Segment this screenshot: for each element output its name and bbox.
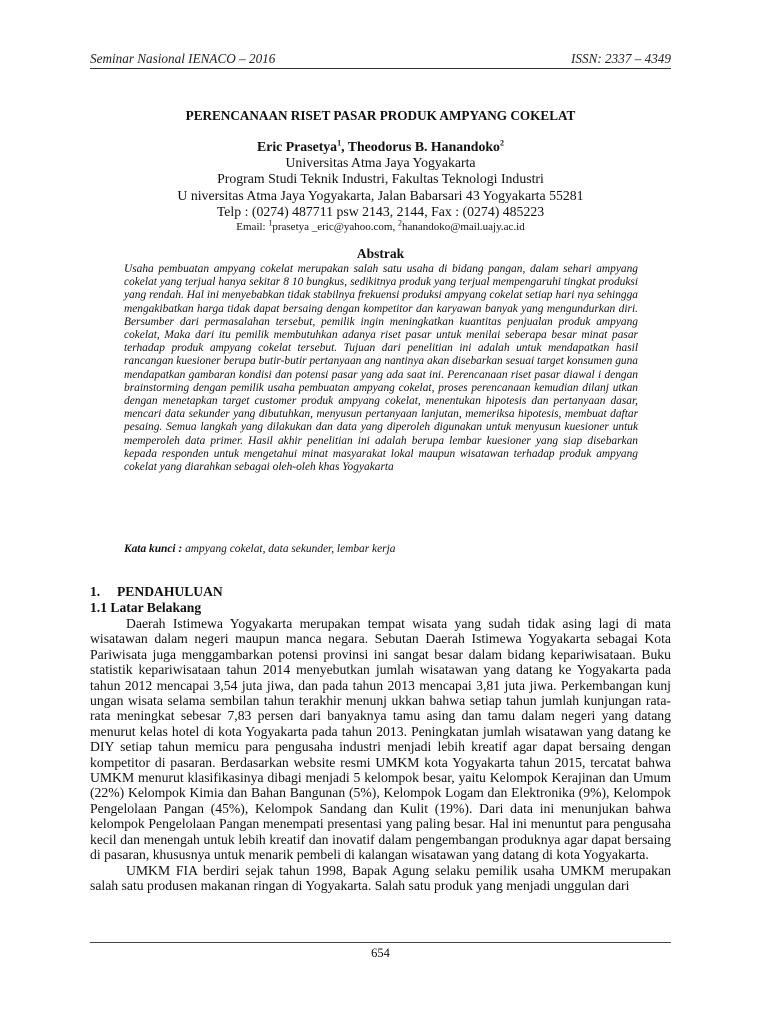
section-heading — [90, 584, 223, 600]
author-1-sup: 1 — [337, 138, 342, 148]
issn: ISSN: 2337 – 4349 — [570, 51, 671, 66]
section-number: 1. — [90, 584, 101, 599]
running-header — [90, 51, 671, 69]
author-emails — [90, 220, 671, 234]
abstract-heading: Abstrak — [356, 246, 405, 261]
author-block — [90, 139, 671, 234]
page-number: 654 — [371, 946, 390, 960]
email-label: Email: — [236, 221, 269, 234]
abstract-text: Usaha pembuatan ampyang cokelat merupakan salah satu usaha di bidang pangan, dalam sehari ampyang cokelat yang terjual hanya sekitar 8 10 bungkus, sedikitnya produk yang terjual mempengaruhi tingkat produksi yang rendah. Hal ini menyebabkan tidak stabilnya frekuensi produksi ampyang cokelat setiap hari nya sehingga mengakibatkan harga tidak dapat bersaing dengan kompetitor dan karyawan banyak yang mengundurkan diri. Bersumber dari permasalahan tersebut, pemilik ingin meningkatkan kuantitas penjualan produk ampyang cokelat, Maka dari itu pemilik membutuhkan adanya riset pasar untuk menilai seberapa besar minat pasar terhadap produk ampyang cokelat tersebut. Tujuan dari penelitian ini adalah untuk mendapatkan hasil rancangan kuesioner berupa butir-butir pertanyaan ang nantinya akan disebarkan sesuai target konsumen guna mendapatkan gambaran kondisi dan potensi pasar yang ada saat ini. Perencanaan riset pasar diawal i dengan brainstorming dengan pemilik usaha pembuatan ampyang cokelat, proses perencanaan kemudian dilanj utkan dengan menetapkan target customer produk ampyang cokelat, menentukan hipotesis dan pertanyaan dasar, mencari data sekunder yang dibutuhkan, menyusun pertanyaan lanjutan, memeriksa hipotesis, membuat daftar pesaing. Semua langkah yang dilakukan dan data yang diperoleh digunakan untuk menyusun kuesioner untuk memperoleh data primer. Hasil akhir penelitian ini adalah berupa lembar kuesioner yang siap disebarkan kepada responden untuk mengetahui minat masyarakat lokal maupun wisatawan terhadap produk ampyang cokelat yang diarahkan sebagai oleh-oleh khas Yogyakarta — [124, 263, 638, 474]
conference-name: Seminar Nasional IENACO – 2016 — [90, 51, 276, 66]
email-1-sup: 1 — [268, 218, 273, 228]
keywords-label: Kata kunci : — [124, 543, 183, 555]
author-names — [90, 139, 671, 155]
affiliation-address: U niversitas Atma Jaya Yogyakarta, Jalan Babarsari 43 Yogyakarta 55281 — [177, 187, 584, 203]
subsection-heading: 1.1 Latar Belakang — [90, 600, 202, 615]
author-separator: , — [341, 139, 348, 154]
affiliation-university: Universitas Atma Jaya Yogyakarta — [285, 155, 476, 171]
author-2-sup: 2 — [499, 138, 504, 148]
email-1: prasetya _eric@yahoo.com, — [272, 221, 398, 234]
section-title: PENDAHULUAN — [117, 584, 223, 599]
paragraph-1: Daerah Istimewa Yogyakarta merupakan tempat wisata yang sudah tidak asing lagi di mata wisatawan dalam negeri maupun manca negara. Sebutan Daerah Istimewa Yogyakarta sebagai Kota Pariwisata juga menggambarkan potensi provinsi ini sangat besar dalam bidang kepariwisataan. Buku statistik kepariwisataan tahun 2014 menyebutkan jumlah wisatawan yang datang ke Yogyakarta pada tahun 2012 mencapai 3,54 juta jiwa, dan pada tahun 2013 mencapai 3,81 juta jiwa. Perkembangan kunj ungan wisata selama sembilan tahun terakhir menunj ukkan bahwa setiap tahun jumlah kunjungan rata-rata meningkat sebesar 7,83 persen dari banyaknya tamu asing dan tamu dalam negeri yang datang menurut kelas hotel di kota Yogyakarta pada tahun 2013. Peningkatan jumlah wisatawan yang datang ke DIY setiap tahun memicu para pengusaha industri menjadi lebih kreatif agar dapat bersaing dengan kompetitor di pasaran. Berdasarkan website resmi UMKM kota Yogyakarta tahun 2015, tercatat bahwa UMKM menurut klasifikasinya dibagi menjadi 5 kelompok besar, yaitu Kelompok Kerajinan dan Umum (22%) Kelompok Kimia dan Bahan Bangunan (5%), Kelompok Logam dan Elektronika (9%), Kelompok Pengelolaan Pangan (45%), Kelompok Sandang dan Kulit (19%). Dari data ini menunjukan bahwa kelompok Pengelolaan Pangan menempati presentasi yang paling besar. Hal ini menuntut para pengusaha kecil dan menengah untuk lebih kreatif dan inovatif dalam pengembangan produknya agar dapat bersaing di pasaran, khususnya untuk menarik pembeli di kalangan wisatawan yang datang di kota Yogyakarta. — [90, 616, 671, 863]
author-2: Theodorus B. Hanandoko — [347, 139, 500, 154]
affiliation-program: Program Studi Teknik Industri, Fakultas Teknologi Industri — [217, 171, 544, 187]
paragraph-2: UMKM FIA berdiri sejak tahun 1998, Bapak Agung selaku pemilik usaha UMKM merupakan salah satu produsen makanan ringan di Yogyakarta. Salah satu produk yang menjadi unggulan dari — [90, 862, 671, 893]
keywords-text: ampyang cokelat, data sekunder, lembar kerja — [182, 543, 396, 555]
body-text — [90, 616, 671, 893]
author-1: Eric Prasetya — [257, 139, 338, 154]
footer-divider — [90, 942, 671, 943]
paper-title: PERENCANAAN RISET PASAR PRODUK AMPYANG COKELAT — [185, 108, 576, 123]
email-2: hanandoko@mail.uajy.ac.id — [401, 221, 525, 234]
affiliation-phone: Telp : (0274) 487711 psw 2143, 2144, Fax : (0274) 485223 — [216, 203, 545, 219]
email-2-sup: 2 — [397, 218, 402, 228]
keywords-line — [124, 542, 638, 556]
